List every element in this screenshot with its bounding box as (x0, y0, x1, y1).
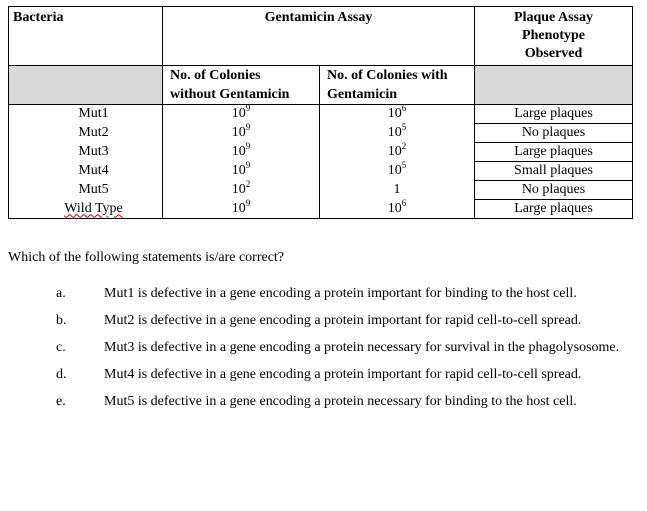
colonies-with-gentamicin-base: 10 (387, 143, 402, 159)
table-row (9, 181, 633, 200)
option-letter: d. (56, 367, 67, 382)
colonies-with-gentamicin (320, 159, 475, 181)
colonies-with-gentamicin-exponent: 6 (401, 103, 407, 113)
header-without-line1: No. of Colonies (170, 68, 261, 83)
answer-option (0, 364, 647, 385)
answer-option (0, 337, 647, 358)
colonies-without-gentamicin-base: 10 (231, 162, 246, 178)
bacteria-name-text: Mut3 (78, 143, 109, 159)
colonies-without-gentamicin (163, 178, 320, 200)
bacteria-name (9, 181, 163, 200)
colonies-without-gentamicin-exponent: 9 (245, 140, 251, 151)
answer-option (0, 391, 647, 412)
table-body (9, 105, 633, 219)
bacteria-name-text: Wild Type (64, 200, 123, 216)
bacteria-name (9, 105, 163, 124)
colonies-with-gentamicin (320, 181, 475, 200)
question-text: Which of the following statements is/are correct? (8, 250, 285, 265)
colonies-without-gentamicin (163, 159, 320, 181)
colonies-without-gentamicin (163, 197, 320, 219)
colonies-with-gentamicin-exponent: 2 (401, 140, 407, 151)
colonies-without-gentamicin-base: 10 (231, 181, 246, 197)
colonies-without-gentamicin (163, 105, 320, 124)
bacteria-name-text: Mut1 (78, 106, 109, 121)
bacteria-name (9, 124, 163, 143)
table-row (9, 143, 633, 162)
answer-option (0, 283, 647, 304)
header-with-line1: No. of Colonies with (327, 68, 448, 83)
colonies-without-gentamicin-base: 10 (231, 143, 246, 159)
header-row-sub (9, 66, 633, 105)
colonies-with-gentamicin-exponent: 6 (401, 197, 407, 208)
header-plaque-line2: Phenotype (522, 28, 586, 43)
colonies-with-gentamicin (320, 105, 475, 124)
colonies-with-gentamicin (320, 140, 475, 162)
table-row (9, 162, 633, 181)
table-row (9, 105, 633, 124)
option-text: Mut2 is defective in a gene encoding a protein important for rapid cell-to-cell spread. (104, 313, 582, 328)
colonies-with-gentamicin-base: 10 (387, 162, 402, 178)
colonies-with-gentamicin-base: 1 (393, 181, 401, 197)
header-row-main (9, 7, 633, 66)
option-letter: a. (56, 286, 66, 301)
table-row (9, 200, 633, 219)
option-letter: c. (56, 340, 66, 355)
colonies-without-gentamicin-exponent: 9 (245, 159, 251, 170)
plaque-phenotype: Large plaques (475, 105, 633, 124)
colonies-with-gentamicin (320, 197, 475, 219)
header-bacteria: Bacteria (9, 7, 163, 66)
option-text: Mut3 is defective in a gene encoding a protein necessary for survival in the phagolysosome. (104, 340, 620, 355)
gentamicin-assay-table (8, 6, 633, 219)
header-plaque-line3: Observed (524, 46, 583, 61)
colonies-without-gentamicin-base: 10 (231, 124, 246, 140)
plaque-phenotype: Large plaques (475, 143, 633, 162)
plaque-phenotype: Large plaques (475, 200, 633, 219)
colonies-with-gentamicin (320, 121, 475, 143)
option-text: Mut4 is defective in a gene encoding a protein important for rapid cell-to-cell spread. (104, 367, 582, 382)
plaque-phenotype: No plaques (475, 181, 633, 200)
colonies-without-gentamicin-base: 10 (231, 200, 246, 216)
bacteria-name-text: Mut4 (78, 162, 109, 178)
option-letter: e. (56, 394, 66, 409)
option-letter: b. (56, 313, 67, 328)
answer-option (0, 310, 647, 331)
colonies-with-gentamicin-base: 10 (387, 106, 402, 121)
header-without-line2: without Gentamicin (170, 87, 290, 102)
header-plaque-line1: Plaque Assay (514, 10, 593, 25)
header-bacteria-shaded (9, 66, 163, 105)
colonies-without-gentamicin-exponent: 9 (245, 103, 251, 113)
table-row (9, 124, 633, 143)
answer-options (0, 283, 647, 418)
bacteria-name-text: Mut5 (78, 181, 109, 197)
colonies-without-gentamicin (163, 140, 320, 162)
header-plaque-assay (475, 7, 633, 66)
colonies-with-gentamicin-exponent: 5 (401, 159, 407, 170)
bacteria-name (9, 162, 163, 181)
header-with-line2: Gentamicin (327, 87, 397, 102)
header-plaque-shaded (475, 66, 633, 105)
colonies-with-gentamicin-base: 10 (387, 124, 402, 140)
colonies-without-gentamicin-exponent: 9 (245, 121, 251, 132)
header-gentamicin-assay: Gentamicin Assay (163, 7, 475, 66)
header-with-gentamicin (320, 66, 475, 105)
colonies-without-gentamicin (163, 121, 320, 143)
bacteria-name (9, 143, 163, 162)
colonies-with-gentamicin-base: 10 (387, 200, 402, 216)
colonies-without-gentamicin-base: 10 (231, 106, 246, 121)
colonies-without-gentamicin-exponent: 9 (245, 197, 251, 208)
header-without-gentamicin (163, 66, 320, 105)
bacteria-name (9, 200, 163, 219)
plaque-phenotype: Small plaques (475, 162, 633, 181)
colonies-with-gentamicin-exponent: 5 (401, 121, 407, 132)
option-text: Mut5 is defective in a gene encoding a protein necessary for binding to the host cell. (104, 394, 577, 409)
plaque-phenotype: No plaques (475, 124, 633, 143)
bacteria-name-text: Mut2 (78, 124, 109, 140)
colonies-without-gentamicin-exponent: 2 (245, 178, 251, 189)
option-text: Mut1 is defective in a gene encoding a protein important for binding to the host cell. (104, 286, 577, 301)
